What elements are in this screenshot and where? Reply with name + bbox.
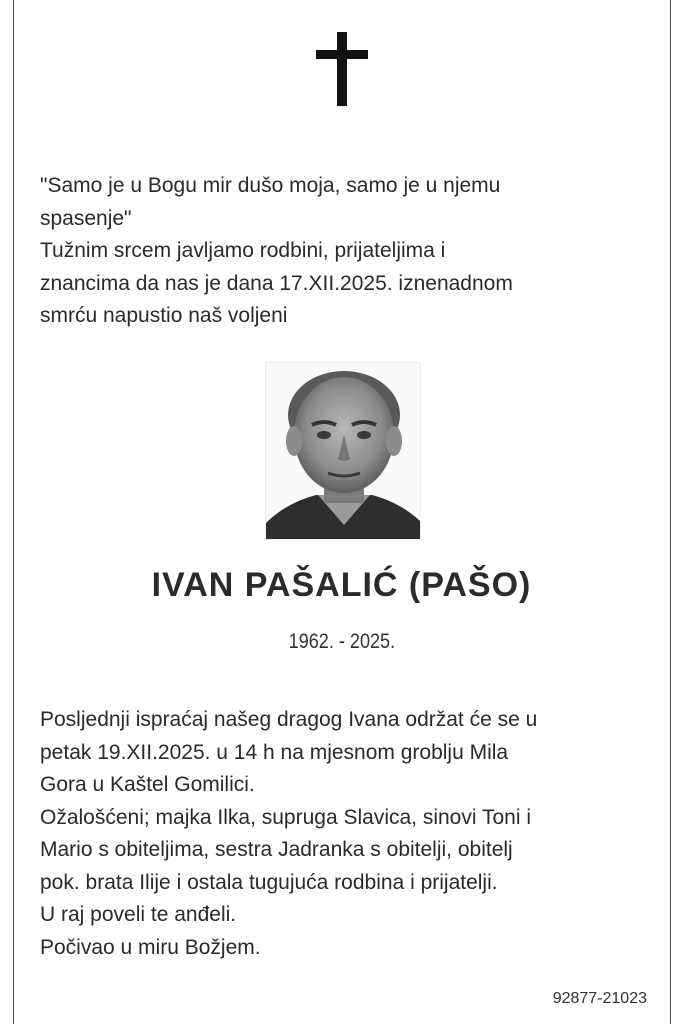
left-border-line: [13, 0, 14, 1024]
reference-code: 92877-21023: [552, 990, 647, 1007]
intro-line: znancima da nas je dana 17.XII.2025. iznenadnom: [40, 271, 513, 295]
details-line: petak 19.XII.2025. u 14 h na mjesnom groblju Mila: [40, 740, 509, 764]
details-line: Ožalošćeni; majka Ilka, supruga Slavica, sinovi Toni i: [40, 805, 532, 829]
details-line: U raj poveli te anđeli.: [40, 903, 237, 926]
details-line: Posljednji ispraćaj našeg dragog Ivana održat će se u: [40, 708, 538, 731]
funeral-details-text: [40, 704, 650, 964]
intro-line: smrću napustio naš voljeni: [40, 304, 288, 327]
life-years-text: 1962. - 2025.: [288, 630, 395, 653]
intro-text: [40, 170, 640, 333]
cross-icon: [316, 32, 368, 106]
intro-line: spasenje": [40, 206, 132, 230]
right-border-line: [670, 0, 671, 1024]
details-line: Gora u Kaštel Gomilici.: [40, 773, 255, 796]
life-years: [0, 630, 683, 654]
deceased-name: IVAN PAŠALIĆ (PAŠO): [151, 566, 532, 604]
details-line: Počivao u miru Božjem.: [40, 935, 261, 959]
deceased-portrait-photo: [265, 362, 421, 540]
intro-line: Tužnim srcem javljamo rodbini, prijateljima i: [40, 239, 446, 262]
details-line: Mario s obiteljima, sestra Jadranka s obitelji, obitelj: [40, 838, 513, 861]
intro-line: "Samo je u Bogu mir dušo moja, samo je u njemu: [40, 174, 501, 197]
details-line: pok. brata Ilije i ostala tugujuća rodbina i prijatelji.: [40, 870, 498, 894]
